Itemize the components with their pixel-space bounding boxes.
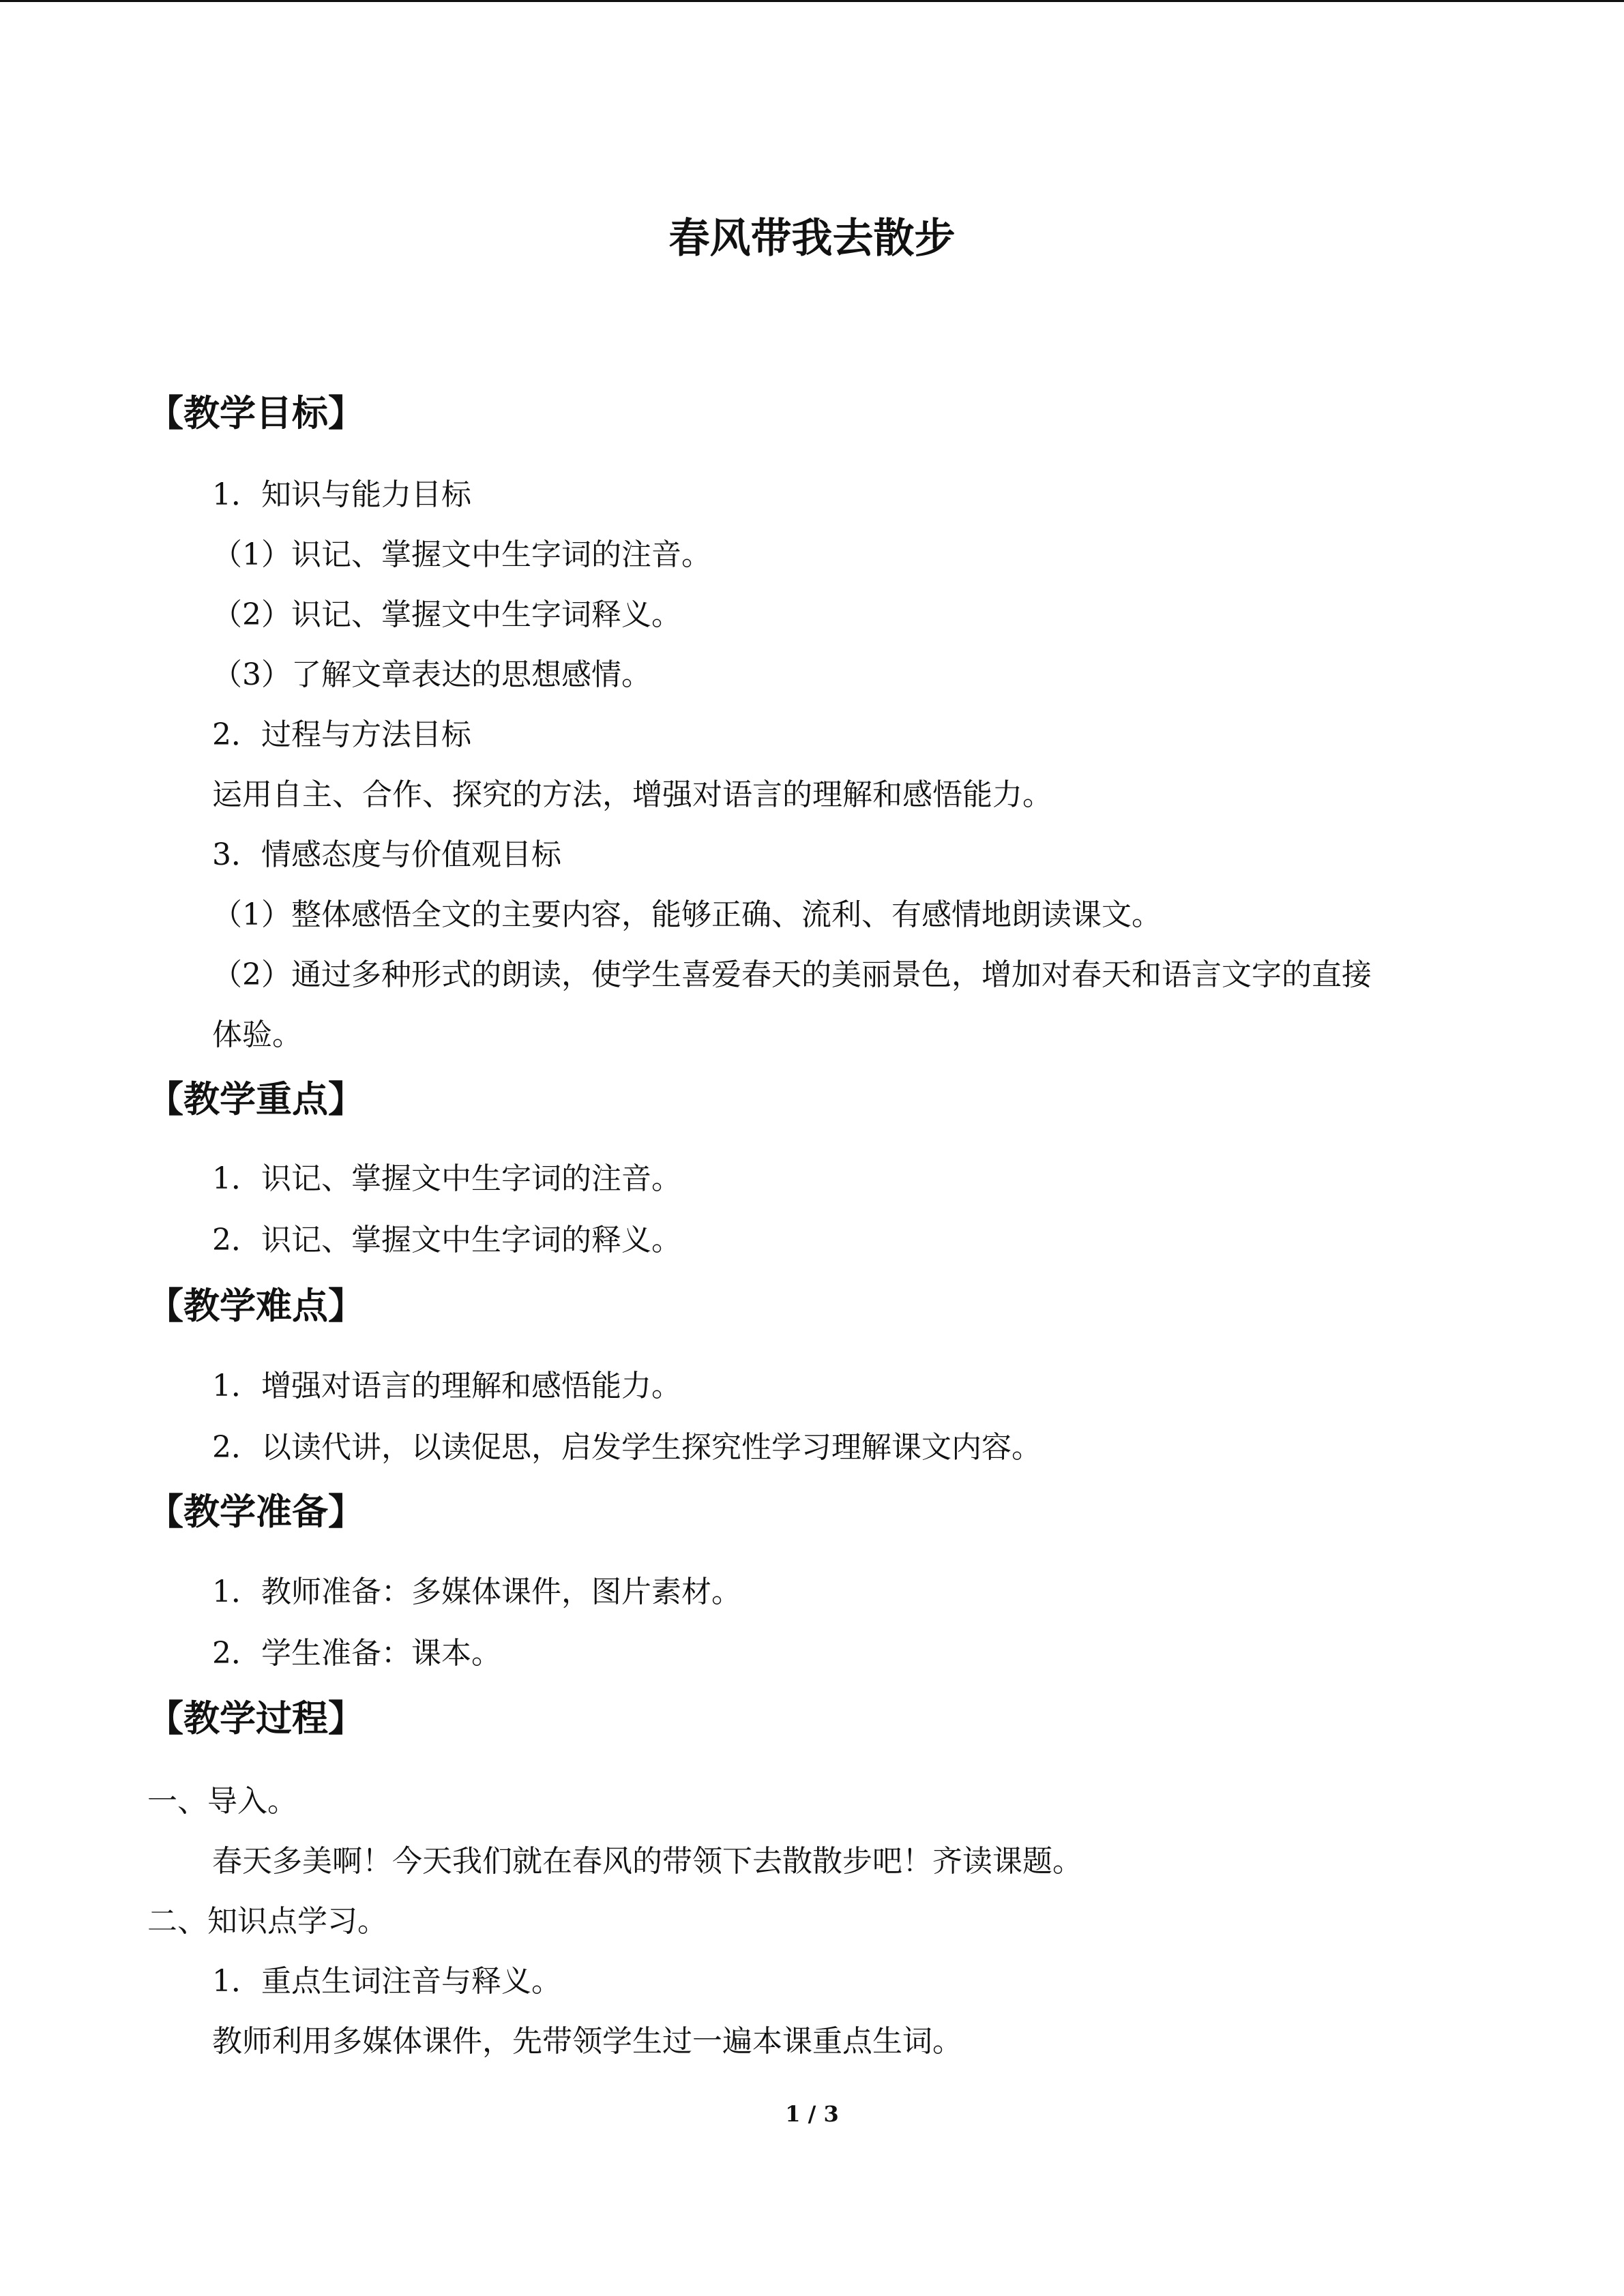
focus-item-1: 1．识记、掌握文中生字词的注音。 [212, 1161, 681, 1196]
heading-teaching-process: 【教学过程】 [147, 1698, 364, 1740]
heading-teaching-goals: 【教学目标】 [147, 393, 364, 434]
focus-item-2: 2．识记、掌握文中生字词的释义。 [212, 1223, 681, 1257]
goal-emotion-values: 3．情感态度与价值观目标 [212, 837, 561, 872]
goal-process-method: 2．过程与方法目标 [212, 717, 471, 752]
process-part-1-text: 春天多美啊！今天我们就在春风的带领下去散散步吧！齐读课题。 [212, 1844, 1082, 1879]
heading-teaching-preparation: 【教学准备】 [147, 1491, 364, 1533]
preparation-item-1: 1．教师准备：多媒体课件，图片素材。 [212, 1575, 741, 1609]
document-title: 春风带我去散步 [668, 215, 956, 263]
goal-emotion-item-2: （2）通过多种形式的朗读，使学生喜爱春天的美丽景色，增加对春天和语言文字的直接 [212, 957, 1372, 992]
page-number: 1 / 3 [785, 2101, 839, 2127]
goal-knowledge-ability: 1．知识与能力目标 [212, 477, 471, 512]
preparation-item-2: 2．学生准备：课本。 [212, 1636, 501, 1671]
goal-knowledge-item-1: （1）识记、掌握文中生字词的注音。 [212, 537, 711, 572]
process-part-2-item-1: 1．重点生词注音与释义。 [212, 1964, 561, 1999]
goal-knowledge-item-2: （2）识记、掌握文中生字词释义。 [212, 597, 681, 632]
goal-emotion-item-1: （1）整体感悟全文的主要内容，能够正确、流利、有感情地朗读课文。 [212, 897, 1162, 932]
heading-teaching-focus: 【教学重点】 [147, 1079, 364, 1120]
goal-knowledge-item-3: （3）了解文章表达的思想感情。 [212, 657, 651, 692]
difficulty-item-1: 1．增强对语言的理解和感悟能力。 [212, 1369, 681, 1403]
process-part-1-title: 一、导入。 [147, 1784, 297, 1819]
heading-teaching-difficulty: 【教学难点】 [147, 1285, 364, 1327]
goal-process-method-text: 运用自主、合作、探究的方法，增强对语言的理解和感悟能力。 [212, 777, 1052, 812]
goal-emotion-item-2-cont: 体验。 [212, 1017, 302, 1052]
difficulty-item-2: 2．以读代讲，以读促思，启发学生探究性学习理解课文内容。 [212, 1430, 1042, 1465]
process-part-2-title: 二、知识点学习。 [147, 1904, 387, 1939]
process-part-2-item-1-text: 教师利用多媒体课件，先带领学生过一遍本课重点生词。 [212, 2024, 962, 2059]
